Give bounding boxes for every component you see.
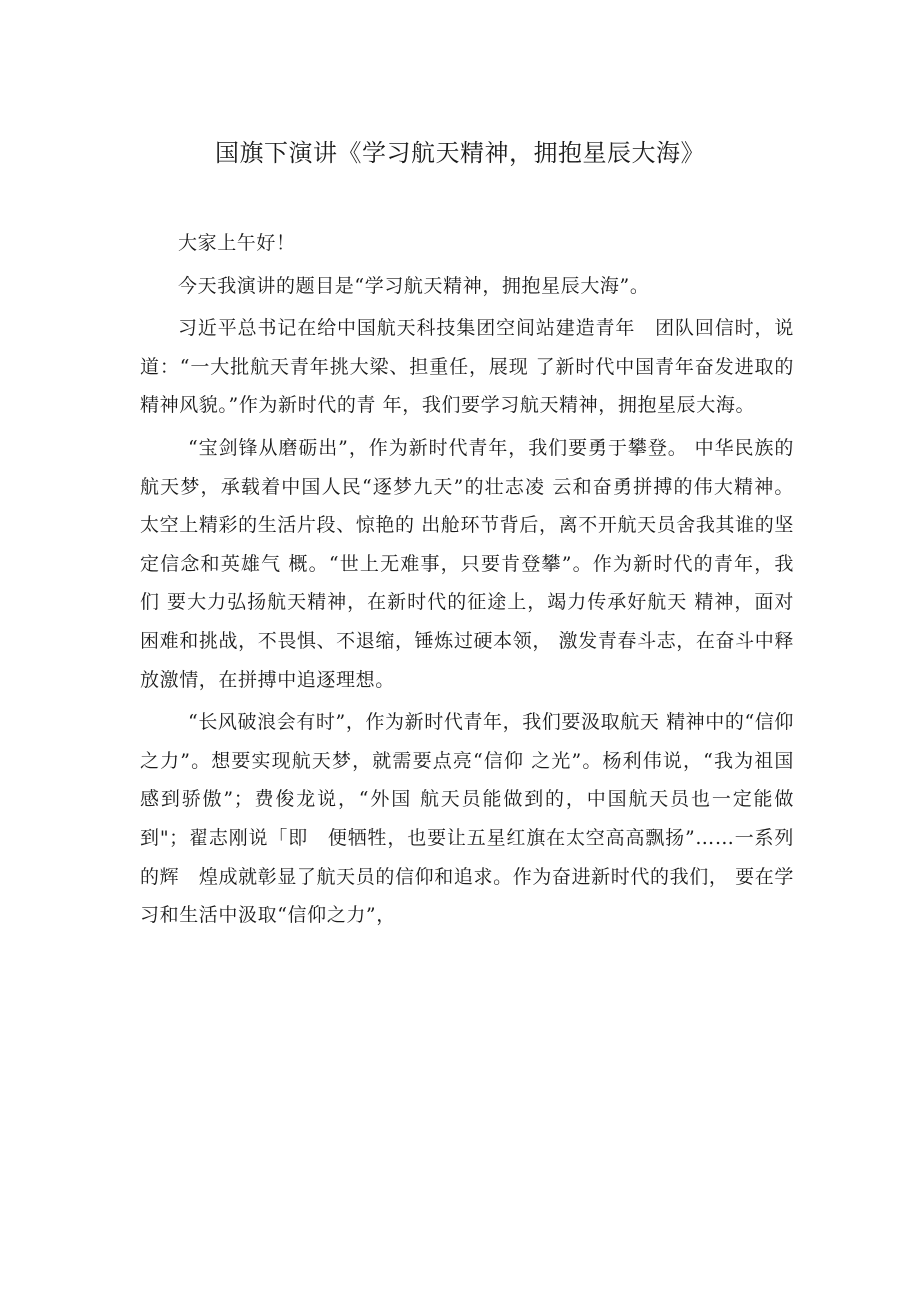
paragraph-climbing: “宝剑锋从磨砺出”，作为新时代青年，我们要勇于攀登。 中华民族的航天梦，承载着中国人民“逐梦九天”的壮志凌 云和奋勇拼搏的伟大精神。太空上精彩的生活片段、惊艳的 出舱环节背后，离不开航天员舍我其谁的坚定信念和英雄气 概。“世上无难事，只要肯登攀”。作为新时代的青年，我们 要大力弘扬航天精神，在新时代的征途上，竭力传承好航天 精神，面对困难和挑战，不畏惧、不退缩，锤炼过硬本领， 激发青春斗志，在奋斗中释放激情，在拼搏中追逐理想。 xyxy=(140,436,794,691)
paragraph-letter-quote: 习近平总书记在给中国航天科技集团空间站建造青年 团队回信时，说道：“一大批航天青年挑大梁、担重任，展现 了新时代中国青年奋发进取的精神风貌。”作为新时代的青 年，我们要学习航天精神，拥抱星辰大海。 xyxy=(140,317,794,417)
document-title: 国旗下演讲《学习航天精神，拥抱星辰大海》 xyxy=(215,139,705,167)
document-body xyxy=(140,224,794,939)
paragraph-topic: 今天我演讲的题目是“学习航天精神，拥抱星辰大海”。 xyxy=(178,274,650,297)
paragraph-greeting: 大家上午好！ xyxy=(178,232,296,254)
paragraph-faith: “长风破浪会有时”，作为新时代青年，我们要汲取航天 精神中的“信仰之力”。想要实现航天梦，就需要点亮“信仰 之光”。杨利伟说，“我为祖国感到骄傲”；费俊龙说，“外国 航天员能做到的，中国航天员也一定能做到"；翟志刚说「即 便牺牲，也要让五星红旗在太空高高飘扬”……一系列的辉 煌成就彰显了航天员的信仰和追求。作为奋进新时代的我们， 要在学习和生活中汲取“信仰之力”， xyxy=(140,711,794,927)
